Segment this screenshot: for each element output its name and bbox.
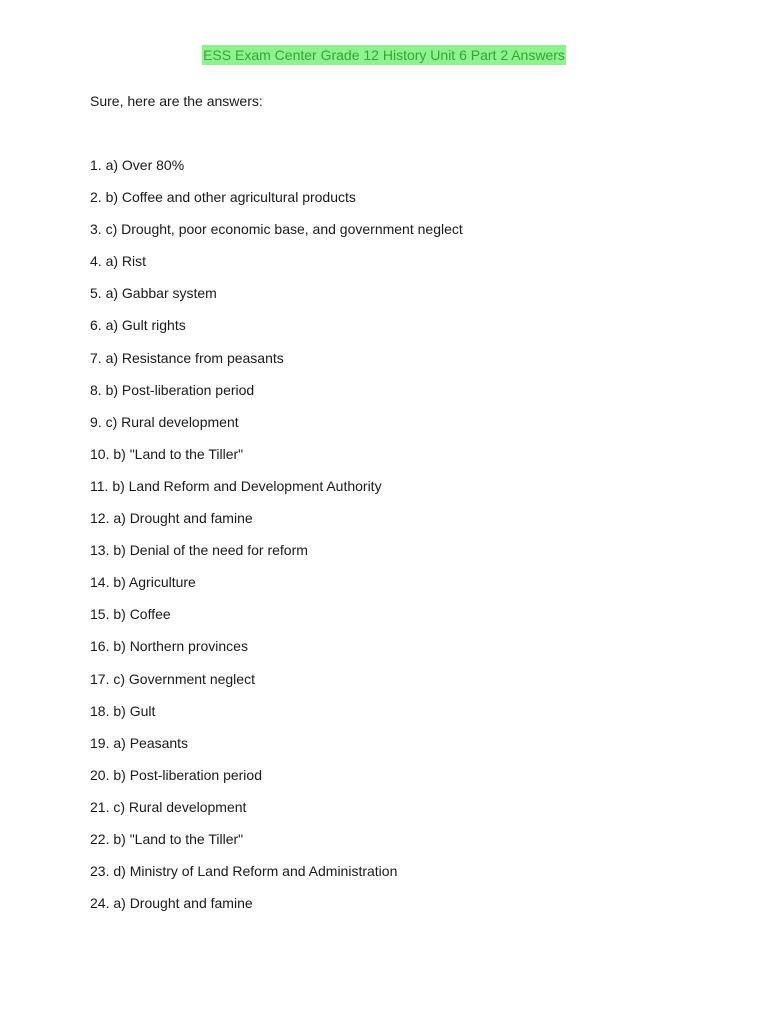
answer-item: 15. b) Coffee [90,606,171,623]
answer-item: 14. b) Agriculture [90,574,196,591]
answer-item: 24. a) Drought and famine [90,895,253,912]
answer-item: 6. a) Gult rights [90,317,186,334]
answer-item: 8. b) Post-liberation period [90,381,255,398]
answer-item: 22. b) "Land to the Tiller" [90,830,244,847]
answer-item: 7. a) Resistance from peasants [90,349,284,366]
answer-item: 5. a) Gabbar system [90,285,217,302]
answer-item: 13. b) Denial of the need for reform [90,542,308,559]
document-title: ESS Exam Center Grade 12 History Unit 6 Part 2 Answers [203,47,565,63]
answer-list [90,156,463,926]
answer-item: 23. d) Ministry of Land Reform and Administration [90,863,398,880]
answer-item: 18. b) Gult [90,702,156,719]
answer-item: 10. b) "Land to the Tiller" [90,445,244,462]
answer-item: 21. c) Rural development [90,798,247,815]
answer-item: 3. c) Drought, poor economic base, and government neglect [90,221,463,238]
answer-item: 4. a) Rist [90,253,147,270]
answer-item: 1. a) Over 80% [90,157,185,173]
answer-item: 17. c) Government neglect [90,670,255,687]
answer-item: 19. a) Peasants [90,734,189,751]
title-container [0,45,768,65]
answer-item: 16. b) Northern provinces [90,638,248,655]
answer-item: 2. b) Coffee and other agricultural products [90,189,356,206]
intro-text: Sure, here are the answers: [90,93,263,109]
answer-item: 12. a) Drought and famine [90,510,253,527]
answer-item: 11. b) Land Reform and Development Authority [90,477,382,494]
answer-item: 20. b) Post-liberation period [90,766,262,783]
answer-item: 9. c) Rural development [90,413,239,430]
